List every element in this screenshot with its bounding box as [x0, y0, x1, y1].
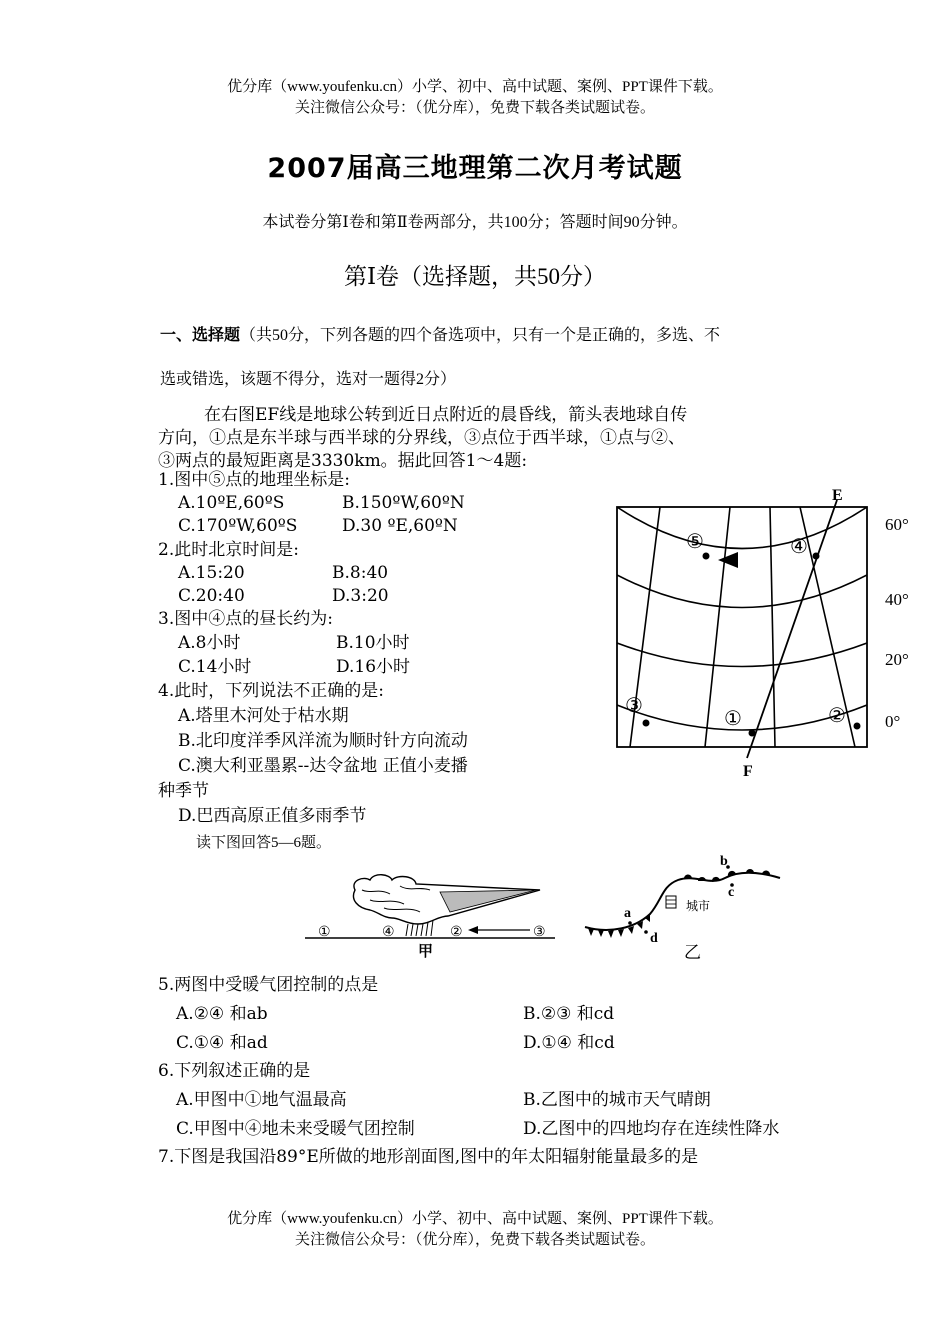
question-4-option-c-line-1: C.澳大利亚墨累--达令盆地 正值小麦播: [178, 756, 468, 776]
section-1-text-1: （共50分，下列各题的四个备选项中，只有一个是正确的，多选、不: [240, 327, 721, 344]
question-4-option-d: D.巴西高原正值多雨季节: [178, 806, 367, 826]
question-1-stem: 1.图中⑤点的地理坐标是:: [158, 470, 350, 490]
question-2-option-a: A.15:20: [178, 563, 245, 583]
question-6-option-c: C.甲图中④地未来受暖气团控制: [176, 1119, 415, 1139]
question-6-option-a: A.甲图中①地气温最高: [176, 1090, 347, 1110]
point-d-dot: [644, 930, 648, 934]
page-title: 2007届高三地理第二次月考试题: [267, 153, 683, 184]
question-5-stem: 5.两图中受暖气团控制的点是: [158, 975, 379, 995]
point-5-dot: [703, 553, 710, 560]
yi-label: 乙: [684, 943, 701, 962]
point-2-dot: [854, 723, 861, 730]
jia-point-2: ②: [450, 925, 463, 940]
question-5-option-d: D.①④ 和cd: [523, 1033, 615, 1053]
question-2-option-d: D.3:20: [332, 586, 389, 606]
passage-line-1: 在右图EF线是地球公转到近日点附近的晨昏线，箭头表地球自传: [204, 405, 688, 425]
question-3-stem: 3.图中④点的昼长约为:: [158, 609, 333, 629]
footer-line-1: 优分库（www.youfenku.cn）小学、初中、高中试题、案例、PPT课件下载。: [227, 1211, 723, 1227]
warm-front-semicircles: [684, 869, 770, 882]
meridian-line-3: [770, 507, 775, 747]
section-1-label: 一、选择题: [160, 325, 241, 344]
label-f: F: [743, 763, 753, 780]
point-b-label: b: [720, 854, 728, 869]
point-4-label: ④: [790, 536, 808, 558]
question-6-stem: 6.下列叙述正确的是: [158, 1061, 311, 1081]
lat-label-0: 0°: [885, 712, 901, 731]
read-instruction-5-6: 读下图回答5—6题。: [196, 835, 332, 851]
cold-front-triangles: [588, 914, 650, 938]
point-c-label: c: [728, 885, 735, 900]
movement-arrow-icon: [468, 926, 478, 934]
point-d-label: d: [650, 931, 658, 946]
question-2-option-c: C.20:40: [178, 586, 245, 606]
jia-point-4: ④: [382, 925, 395, 940]
front-line: [585, 873, 780, 930]
point-2-label: ②: [828, 705, 846, 727]
lat-label-20: 20°: [885, 650, 909, 669]
question-5-option-b: B.②③ 和cd: [523, 1004, 615, 1024]
jia-diagram: [305, 875, 555, 960]
cold-air-wedge: [440, 890, 536, 912]
question-7-stem: 7.下图是我国沿89°E所做的地形剖面图,图中的年太阳辐射能量最多的是: [158, 1147, 699, 1167]
point-1-dot: [749, 730, 756, 737]
city-label: 城市: [686, 899, 711, 913]
terminator-figure: [600, 480, 945, 780]
passage-line-3: ③两点的最短距离是3330km。据此回答1～4题:: [158, 451, 528, 471]
part-1-heading: 第Ⅰ卷（选择题，共50分）: [343, 264, 607, 289]
point-a-dot: [628, 921, 632, 925]
question-3-option-d: D.16小时: [336, 657, 411, 677]
question-4-option-a: A.塔里木河处于枯水期: [178, 706, 349, 726]
question-4-option-b: B.北印度洋季风洋流为顺时针方向流动: [178, 731, 468, 751]
point-4-dot: [813, 553, 820, 560]
point-3-dot: [643, 720, 650, 727]
point-5-label: ⑤: [686, 531, 704, 553]
latitude-60-line: [617, 507, 867, 549]
point-1-label: ①: [724, 708, 742, 730]
latitude-40-line: [617, 575, 867, 608]
section-1-text-2: 选或错选，该题不得分，选对一题得2分）: [160, 371, 457, 388]
footer-line-2: 关注微信公众号：（优分库），免费下载各类试题试卷。: [294, 1232, 655, 1248]
question-6-option-b: B.乙图中的城市天气晴朗: [523, 1090, 711, 1110]
label-e: E: [832, 487, 843, 504]
lat-label-60: 60°: [885, 515, 909, 534]
question-5-option-c: C.①④ 和ad: [176, 1033, 268, 1053]
question-3-option-c: C.14小时: [178, 657, 252, 677]
question-2-stem: 2.此时北京时间是:: [158, 540, 299, 560]
jia-point-3: ③: [533, 925, 546, 940]
rotation-arrow-icon: [718, 552, 738, 568]
question-4-stem: 4.此时，下列说法不正确的是:: [158, 681, 384, 701]
question-3-option-a: A.8小时: [178, 633, 241, 653]
question-3-option-b: B.10小时: [336, 633, 410, 653]
point-3-label: ③: [625, 695, 643, 717]
question-6-option-d: D.乙图中的四地均存在连续性降水: [523, 1119, 780, 1139]
question-1-option-c: C.170ºW,60ºS: [178, 516, 298, 536]
jia-label: 甲: [418, 944, 434, 960]
point-a-label: a: [624, 906, 631, 921]
yi-diagram: [585, 854, 780, 962]
intro-text: 本试卷分第Ⅰ卷和第Ⅱ卷两部分，共100分；答题时间90分钟。: [262, 214, 688, 231]
jia-point-1: ①: [318, 925, 331, 940]
question-2-option-b: B.8:40: [332, 563, 389, 583]
header-line-1: 优分库（www.youfenku.cn）小学、初中、高中试题、案例、PPT课件下载。: [227, 79, 723, 95]
question-4-option-c-line-2: 种季节: [158, 781, 209, 801]
fronts-figure: [300, 852, 800, 967]
passage-line-2: 方向，①点是东半球与西半球的分界线，③点位于西半球，①点与②、: [158, 428, 685, 448]
question-1-option-b: B.150ºW,60ºN: [342, 493, 465, 513]
header-line-2: 关注微信公众号：（优分库），免费下载各类试题试卷。: [294, 100, 655, 116]
city-icon: [666, 896, 676, 908]
question-1-option-a: A.10ºE,60ºS: [178, 493, 285, 513]
section-1-instructions: [160, 322, 860, 345]
latitude-20-line: [617, 643, 867, 667]
lat-label-40: 40°: [885, 590, 909, 609]
question-1-option-d: D.30 ºE,60ºN: [342, 516, 458, 536]
question-5-option-a: A.②④ 和ab: [176, 1004, 268, 1024]
